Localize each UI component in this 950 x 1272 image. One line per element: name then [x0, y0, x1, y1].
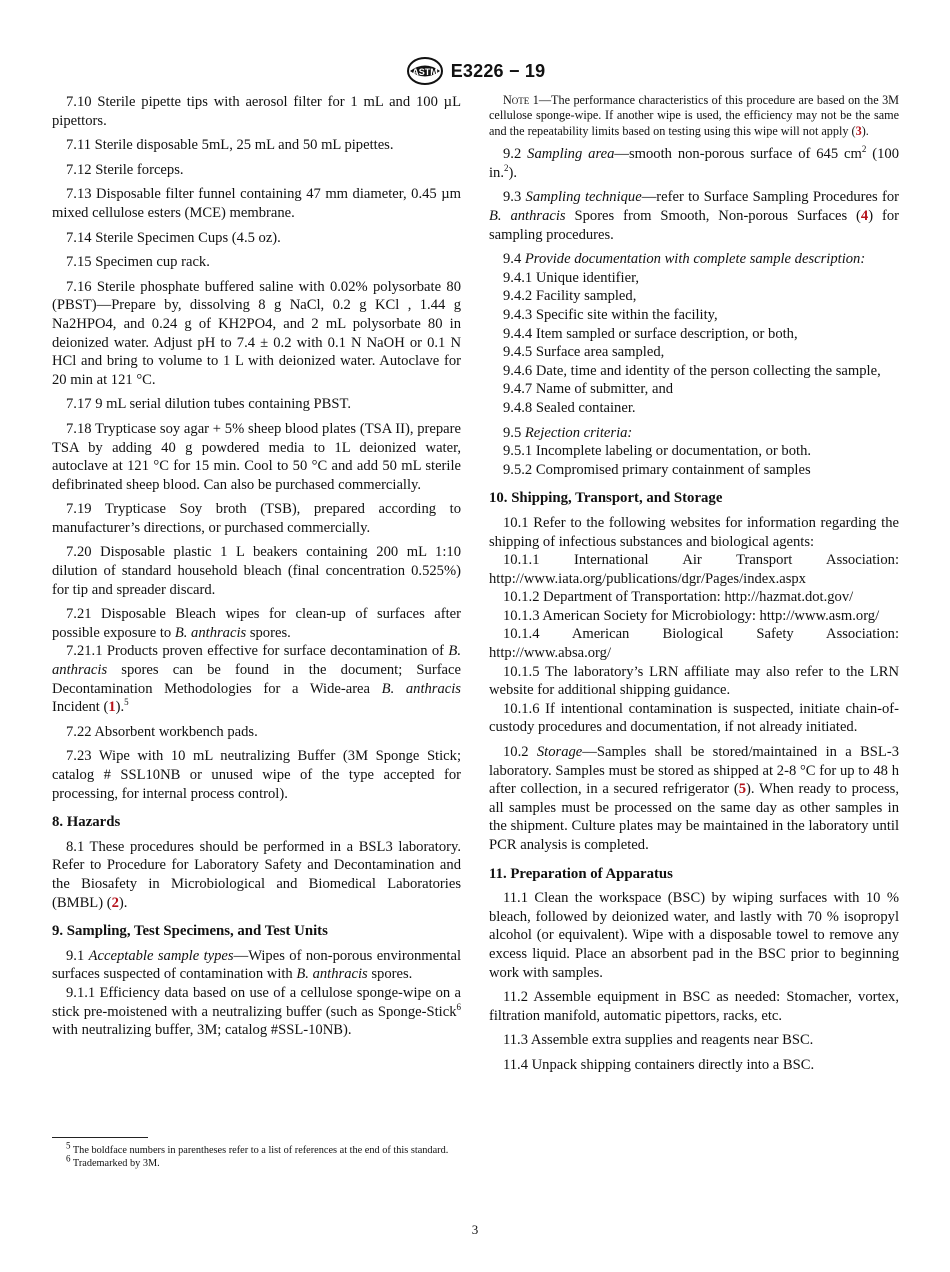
section-11-2: 11.2 Assemble equipment in BSC as needed: Stomacher, vortex, filtration manifold, automatic pipettors, racks, etc.	[489, 989, 899, 1024]
list-item: 9.4.4 Item sampled or surface description, or both,	[503, 325, 798, 342]
section-9-1: 9.1 Acceptable sample types—Wipes of non-porous environmental surfaces suspected of contamination with B. anthracis spores.	[52, 947, 461, 983]
list-item: 9.4.3 Specific site within the facility,	[503, 306, 718, 323]
section-7-19: 7.19 Trypticase Soy broth (TSB), prepared according to manufacturer’s directions, or purchased commercially.	[52, 501, 461, 536]
section-7-22: 7.22 Absorbent workbench pads.	[66, 723, 258, 740]
section-10-2: 10.2 Storage—Samples shall be stored/maintained in a BSL-3 laboratory. Samples must be stored as shipped at 2-8 °C for up to 48 h after collection, in a secured refrigerator (5). When ready to process, all samples must be processed on the same day as other samples in the shipment. Culture plates may be maintained in the laboratory until PCR analysis is completed.	[489, 744, 900, 853]
right-column	[489, 93, 899, 1081]
reference-link-5[interactable]: 5	[738, 781, 747, 798]
page-number: 3	[471, 1222, 479, 1237]
section-7-17: 7.17 9 mL serial dilution tubes containing PBST.	[66, 396, 351, 413]
list-item: 9.4.5 Surface area sampled,	[503, 344, 665, 361]
section-9-2: 9.2 Sampling area—smooth non-porous surface of 645 $cm^2$ (100 in.$^2$).	[489, 144, 900, 181]
section-7-11: 7.11 Sterile disposable 5mL, 25 mL and 50 mL pipettes.	[66, 137, 394, 154]
left-column	[52, 93, 461, 1040]
footnote-marker-6: 6	[456, 1001, 461, 1012]
heading-8-hazards: 8. Hazards	[52, 814, 121, 831]
section-7-14: 7.14 Sterile Specimen Cups (4.5 oz).	[66, 229, 281, 246]
section-10-1-5: 10.1.5 The laboratory’s LRN affiliate may also refer to the LRN website for additional shipping guidance.	[489, 663, 899, 699]
section-10-1: 10.1 Refer to the following websites for information regarding the shipping of infectious substances and biological agents:	[489, 514, 899, 550]
note-label: Note 1	[503, 93, 539, 107]
note-1: Note 1—The performance characteristics of this procedure are based on the 3M cellulose sponge-wipe. If another wipe is used, the efficiency may not be the same and the repeatability limits based on testing using this wipe will not apply (3).	[489, 93, 899, 138]
section-7-21: 7.21 Disposable Bleach wipes for clean-up of surfaces after possible exposure to B. anthracis spores.	[52, 606, 461, 641]
list-item: 9.4.6 Date, time and identity of the person collecting the sample,	[503, 362, 881, 379]
footnote-divider	[52, 1137, 148, 1138]
astm-logo-icon	[405, 56, 445, 86]
section-10-1-6: 10.1.6 If intentional contamination is suspected, initiate chain-of-custody procedures and documentation, if not already initiated.	[489, 700, 899, 736]
footnotes	[52, 1137, 461, 1170]
section-10-1-2: 10.1.2 Department of Transportation: http://hazmat.dot.gov/	[503, 589, 854, 606]
section-10-1-1: 10.1.1 International Air Transport Association: http://www.iata.org/publications/dgr/Pages/index.aspx	[489, 552, 899, 587]
section-7-16: 7.16 Sterile phosphate buffered saline with 0.02% polysorbate 80 (PBST)—Prepare by, dissolving 8 g NaCl, 0.2 g KCl , 1.44 g Na2HPO4, and 0.24 g of KH2PO4, and 2 mL polysorbate 80 in deionized water. Adjust pH to 7.4 ± 0.2 with 0.1 N NaOH or 0.1 N HCl and bring to volume to 1 L with deionized water. Autoclave for 20 min at 121 °C.	[52, 278, 461, 388]
list-item: 9.5.2 Compromised primary containment of samples	[503, 461, 811, 478]
heading-10-shipping: 10. Shipping, Transport, and Storage	[489, 490, 723, 507]
section-11-1: 11.1 Clean the workspace (BSC) by wiping surfaces with 10 % bleach, followed by deionized water, and lastly with 70 % isopropyl alcohol (or equivalent). Wipe with a disposable towel to remove any excess liquid. Place an absorbent pad in the BSC prior to beginning work with samples.	[489, 890, 899, 981]
section-9-5: 9.5 Rejection criteria:	[503, 424, 633, 441]
reference-link-3[interactable]: 3	[855, 123, 862, 138]
section-8-1: 8.1 These procedures should be performed in a BSL3 laboratory. Refer to Procedure for Laboratory Safety and Decontamination and the Biosafety in Microbiological and Biomedical Laboratories (BMBL) (2).	[52, 838, 461, 911]
section-7-23: 7.23 Wipe with 10 mL neutralizing Buffer (3M Sponge Stick; catalog # SSL10NB or unused wipe of the type accepted for processing, for internal process control).	[52, 748, 461, 802]
list-item: 9.4.2 Facility sampled,	[503, 288, 637, 305]
section-9-3: 9.3 Sampling technique—refer to Surface Sampling Procedures for B. anthracis Spores from Smooth, Non-porous Surfaces (4) for sampling procedures.	[489, 189, 900, 243]
list-item: 9.4.1 Unique identifier,	[503, 269, 639, 286]
section-7-21-1: 7.21.1 Products proven effective for surface decontamination of B. anthracis spores can be found in the document; Surface Decontamination Methodologies for a Wide-area B. anthracis Incident (1).$^5$	[52, 643, 461, 716]
page-header	[0, 56, 950, 86]
section-7-10: 7.10 Sterile pipette tips with aerosol filter for 1 mL and 100 µL pipettors.	[52, 94, 461, 129]
section-7-20: 7.20 Disposable plastic 1 L beakers containing 200 mL 1:10 dilution of standard household bleach (final concentration 0.525%) for tip and spreader discard.	[52, 544, 461, 598]
list-item: 9.4.8 Sealed container.	[503, 399, 636, 416]
heading-9-sampling: 9. Sampling, Test Specimens, and Test Units	[52, 923, 328, 940]
section-7-15: 7.15 Specimen cup rack.	[66, 254, 210, 271]
footnote-5: $^5$ The boldface numbers in parentheses refer to a list of references at the end of this standard.	[66, 1140, 449, 1156]
section-9-4: 9.4 Provide documentation with complete sample description:	[503, 251, 866, 268]
section-11-3: 11.3 Assemble extra supplies and reagents near BSC.	[503, 1032, 814, 1049]
section-7-13: 7.13 Disposable filter funnel containing 47 mm diameter, 0.45 µm mixed cellulose esters (MCE) membrane.	[52, 186, 461, 221]
section-9-1-1: 9.1.1 Efficiency data based on use of a cellulose sponge-wipe on a stick pre-moistened with a neutralizing buffer (such as Sponge-Stick$^6$ with neutralizing buffer, 3M; catalog #SSL-10NB).	[52, 984, 461, 1039]
list-item: 9.4.7 Name of submitter, and	[503, 381, 674, 398]
logo-text: ASTM	[411, 67, 438, 77]
footnote-marker-5: 5	[124, 697, 129, 708]
list-item: 9.5.1 Incomplete labeling or documentation, or both.	[503, 443, 812, 460]
document-id: E3226 − 19	[450, 60, 546, 81]
reference-link-1[interactable]: 1	[108, 699, 116, 716]
section-10-1-3: 10.1.3 American Society for Microbiology: http://www.asm.org/	[503, 607, 880, 624]
reference-link-2[interactable]: 2	[111, 894, 119, 911]
section-11-4: 11.4 Unpack shipping containers directly into a BSC.	[503, 1056, 815, 1073]
reference-link-4[interactable]: 4	[860, 208, 869, 224]
section-7-18: 7.18 Trypticase soy agar + 5% sheep blood plates (TSA II), prepare TSA by adding 40 g powdered media to 1L deionized water, autoclave at 121 °C for 15 min. Cool to 50 °C and add 50 mL sterile defibrinated sheep blood. Can also be purchased commercially.	[52, 420, 461, 493]
footnote-6: $^6$ Trademarked by 3M.	[66, 1153, 160, 1169]
heading-11-preparation: 11. Preparation of Apparatus	[489, 865, 673, 882]
section-10-1-4: 10.1.4 American Biological Safety Association: http://www.absa.org/	[489, 626, 899, 662]
section-7-12: 7.12 Sterile forceps.	[66, 161, 184, 178]
